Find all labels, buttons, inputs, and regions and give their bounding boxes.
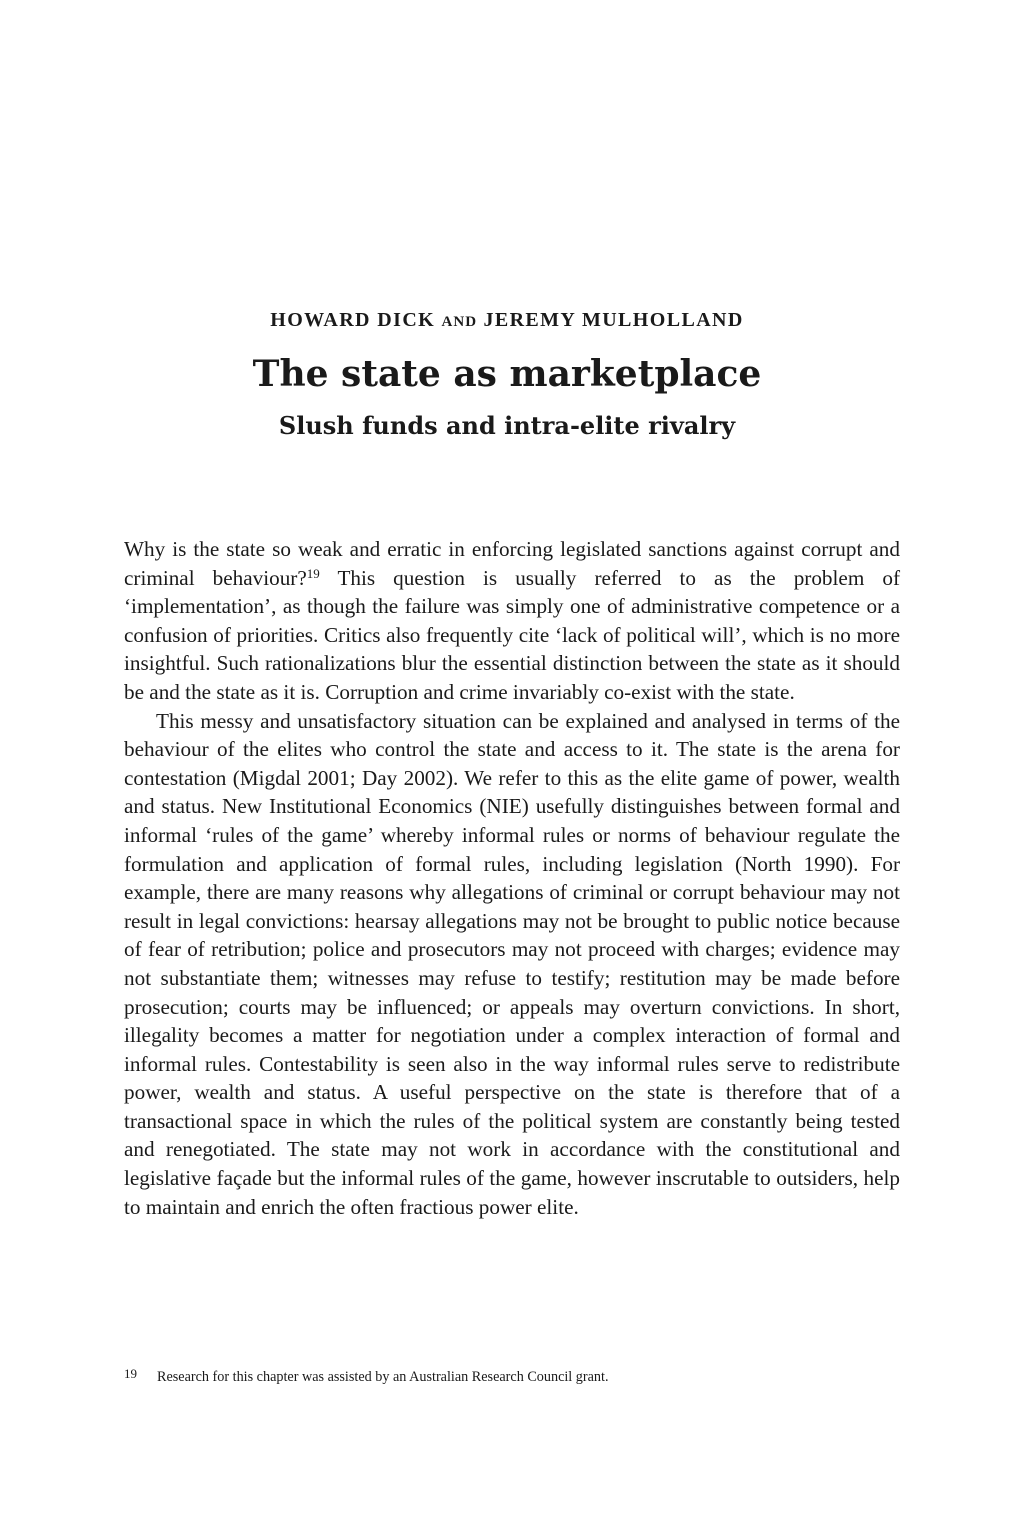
chapter-body bbox=[124, 535, 900, 1221]
paragraph-1-text-a: Why is the state so weak and erratic in enforcing legislated sanctions against corrupt and criminal behaviour? bbox=[124, 537, 900, 590]
paragraph-2: This messy and unsatisfactory situation can be explained and analysed in terms of the behaviour of the elites who control the state and access to it. The state is the arena for contestation (Migdal 2001; Day 2002). We refer to this as the elite game of power, wealth and status. New Institutional Economics (NIE) usefully distinguishes between formal and informal ‘rules of the game’ whereby informal rules or norms of behaviour regulate the formulation and application of formal rules, including legislation (North 1990). For example, there are many reasons why allegations of criminal or corrupt behaviour may not result in legal convictions: hearsay allegations may not be brought to public notice because of fear of retribution; police and prosecutors may not proceed with charges; evidence may not substantiate them; witnesses may refuse to testify; restitution may be made before prosecution; courts may be influenced; or appeals may overturn convictions. In short, illegality becomes a matter for negotiation under a complex interaction of formal and informal rules. Contestability is seen also in the way informal rules serve to redistribute power, wealth and status. A useful perspective on the state is therefore that of a transactional space in which the rules of the political system are constantly being tested and renegotiated. The state may not work in accordance with the constitutional and legislative façade but the informal rules of the game, however inscrutable to outsiders, help to maintain and enrich the often fractious power elite. bbox=[124, 708, 900, 1219]
author-2: JEREMY MULHOLLAND bbox=[483, 309, 744, 331]
chapter-title: The state as marketplace bbox=[252, 353, 762, 395]
paragraph-1 bbox=[124, 535, 900, 707]
footnote bbox=[124, 1364, 900, 1387]
chapter-header bbox=[0, 300, 1014, 446]
footnote-reference: 19 bbox=[306, 565, 320, 581]
author-conjunction: AND bbox=[441, 314, 478, 330]
author-1: HOWARD DICK bbox=[270, 309, 436, 331]
chapter-authors bbox=[0, 300, 1014, 342]
footnote-text: Research for this chapter was assisted by an Australian Research Council grant. bbox=[157, 1369, 609, 1385]
footnote-number: 19 bbox=[124, 1366, 137, 1381]
chapter-subtitle: Slush funds and intra-elite rivalry bbox=[278, 411, 736, 440]
paragraph-1-text-b: This question is usually referred to as the problem of ‘implementation’, as though the failure was simply one of administrative competence or a confusion of priorities. Critics also frequently cite ‘lack of political will’, which is no more insightful. Such rationalizations blur the essential distinction between the state as it should be and the state as it is. Corruption and crime invariably co-exist with the state. bbox=[124, 565, 900, 704]
